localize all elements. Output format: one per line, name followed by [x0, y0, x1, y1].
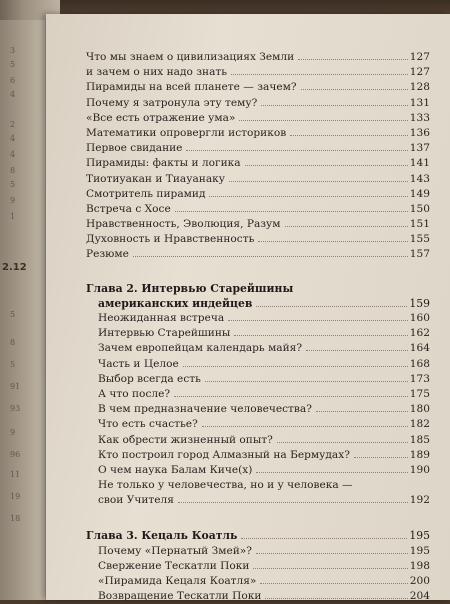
dot-leader	[260, 583, 407, 584]
toc-entry	[86, 478, 430, 493]
toc-entry-title: Духовность и Нравственность	[86, 233, 255, 246]
previous-page-number: 4	[10, 150, 16, 159]
toc-entry-page: 151	[409, 218, 430, 231]
toc-entry	[86, 433, 430, 448]
toc-entry-title: Интервью Старейшины	[98, 327, 231, 340]
toc-entry	[86, 202, 430, 217]
toc-entry-page: 185	[409, 433, 430, 446]
toc-entry-page: 127	[409, 51, 430, 63]
previous-page-number: 4	[10, 134, 16, 143]
toc-entry-page: 131	[409, 96, 430, 109]
toc-entry-page: 136	[409, 126, 430, 139]
previous-page-number: 9	[10, 428, 16, 437]
chapter-title: Глава 2. Интервью Старейшины	[86, 281, 294, 295]
toc-entry-title: Кто построил город Алмазный на Бермудах?	[98, 448, 350, 461]
toc-entry-title: Тиотиуакан и Тиауанаку	[86, 172, 225, 185]
dot-leader	[261, 105, 407, 106]
dot-leader	[316, 411, 408, 412]
toc-entry-title: «Все есть отражение ума»	[86, 111, 236, 124]
toc-entry-page: 168	[409, 357, 430, 370]
previous-page-number: 96	[10, 450, 21, 459]
toc-entry-title: Свержение Тескатли Поки	[98, 559, 250, 572]
dot-leader	[183, 366, 408, 367]
toc-entry-title: Почему я затронула эту тему?	[86, 96, 258, 109]
dot-leader	[354, 457, 408, 458]
toc-entry	[86, 372, 430, 387]
previous-page-number: 93	[10, 404, 21, 413]
toc-entry-title: Неожиданная встреча	[98, 312, 225, 324]
dot-leader	[175, 211, 408, 212]
toc-entry-title: Часть и Целое	[98, 357, 179, 370]
toc-entry	[86, 65, 430, 80]
toc-entry-title: Как обрести жизненный опыт?	[98, 433, 273, 446]
dot-leader	[306, 350, 408, 351]
toc-entry	[86, 141, 430, 156]
previous-page-number: 5	[10, 60, 16, 69]
previous-page-heading: 2.12	[2, 262, 27, 273]
previous-page-number: 18	[10, 514, 21, 523]
toc-entry-page: 127	[409, 66, 430, 79]
dot-leader	[298, 59, 408, 60]
toc-entry-page: 160	[409, 312, 430, 324]
dot-leader	[239, 120, 407, 121]
toc-entry	[86, 357, 430, 372]
book-page	[46, 14, 450, 603]
chapter-title: Глава 3. Кецаль Коатль	[86, 529, 238, 543]
toc-entry	[86, 172, 430, 187]
previous-page	[0, 20, 45, 600]
toc-entry-page: 200	[409, 575, 430, 587]
toc-entry-title: Не только у человечества, но и у человека —	[98, 479, 353, 492]
chapter-heading	[86, 281, 430, 296]
toc-entry-title: Зачем европейцам календарь майя?	[98, 342, 303, 355]
spacer	[86, 508, 430, 528]
dot-leader	[178, 502, 408, 503]
toc-entry-page: 164	[409, 342, 430, 355]
toc-entry	[86, 126, 430, 141]
toc-entry	[86, 559, 430, 574]
spacer	[86, 263, 430, 281]
toc-entry	[86, 544, 430, 559]
dot-leader	[285, 226, 408, 227]
toc-entry	[86, 402, 430, 417]
toc-entry	[86, 574, 430, 589]
toc-entry-page: 137	[409, 142, 430, 155]
previous-page-number: 91	[10, 382, 21, 391]
previous-page-number: 11	[10, 470, 21, 479]
toc-entry-page: 162	[409, 327, 430, 340]
dot-leader	[228, 320, 408, 321]
chapter-page: 195	[409, 529, 430, 543]
toc-entry	[86, 311, 430, 326]
dot-leader	[258, 241, 407, 242]
toc-entry-page: 128	[409, 81, 430, 94]
toc-entry-title: Выбор всегда есть	[98, 372, 201, 385]
previous-page-number: 3	[10, 46, 16, 55]
toc-entry-page: 192	[409, 494, 430, 507]
dot-leader	[290, 135, 408, 136]
previous-page-number: 8	[10, 338, 16, 347]
toc-entry-title: и зачем о них надо знать	[86, 66, 228, 79]
dot-leader	[301, 89, 408, 90]
dot-leader	[186, 150, 407, 151]
toc-entry	[86, 387, 430, 402]
dot-leader	[234, 335, 407, 336]
toc-entry	[86, 247, 430, 262]
dot-leader	[256, 472, 407, 473]
previous-page-number: 5	[10, 310, 16, 319]
toc-entry-title: Пирамиды на всей планете — зачем?	[86, 81, 297, 94]
previous-page-number: 9	[10, 196, 16, 205]
toc-entry-page: 190	[409, 463, 430, 476]
toc-entry-page: 157	[409, 248, 430, 261]
dot-leader	[209, 196, 407, 197]
dot-leader	[205, 381, 408, 382]
toc-entry	[86, 96, 430, 111]
toc-entry	[86, 80, 430, 95]
toc-entry-title: Математики опровергли историков	[86, 126, 287, 139]
dot-leader	[277, 442, 408, 443]
toc-entry	[86, 111, 430, 126]
toc-entry-page: 204	[409, 590, 430, 603]
chapter-heading	[86, 528, 430, 543]
toc-entry-page: 173	[409, 372, 430, 385]
toc-entry-page: 143	[409, 172, 430, 185]
chapter-heading	[86, 296, 430, 311]
toc-entry	[86, 187, 430, 202]
toc-entry	[86, 217, 430, 232]
toc-entry-title: А что после?	[98, 387, 171, 400]
toc-entry	[86, 589, 430, 604]
toc-entry	[86, 156, 430, 171]
toc-entry-page: 155	[409, 233, 430, 246]
toc-entry-title: Что мы знаем о цивилизациях Земли	[86, 51, 295, 63]
dot-leader	[229, 181, 408, 182]
toc-entry-title: Что есть счастье?	[98, 418, 198, 431]
dot-leader	[231, 74, 408, 75]
toc-entry-page: 175	[409, 387, 430, 400]
previous-page-number: 2	[10, 120, 16, 129]
dot-leader	[241, 538, 407, 539]
toc-entry	[86, 232, 430, 247]
previous-page-number: 5	[10, 180, 16, 189]
toc-entry-title: свои Учителя	[98, 494, 174, 507]
toc-entry-title: В чем предназначение человечества?	[98, 403, 312, 416]
toc-entry-page: 133	[409, 111, 430, 124]
toc-entry-title: О чем наука Балам Киче(х)	[98, 463, 253, 476]
table-of-contents	[86, 50, 430, 604]
previous-page-number: 1	[10, 212, 16, 221]
previous-page-number: 5	[10, 360, 16, 369]
toc-entry	[86, 326, 430, 341]
dot-leader	[253, 568, 407, 569]
dot-leader	[256, 553, 408, 554]
toc-entry	[86, 493, 430, 508]
toc-entry	[86, 341, 430, 356]
toc-entry-page: 149	[409, 187, 430, 200]
dot-leader	[133, 256, 408, 257]
toc-entry-title: Пирамиды: факты и логика	[86, 157, 241, 170]
toc-entry	[86, 463, 430, 478]
previous-page-number: 4	[10, 90, 16, 99]
toc-entry-page: 141	[409, 157, 430, 170]
toc-entry-title: Возвращение Тескатли Поки	[98, 590, 262, 603]
toc-entry-title: Нравственность, Эволюция, Разум	[86, 218, 281, 231]
dot-leader	[265, 598, 407, 599]
toc-entry-title: Смотритель пирамид	[86, 187, 206, 200]
toc-entry-title: Первое свидание	[86, 142, 183, 155]
previous-page-number: 19	[10, 492, 21, 501]
toc-entry-title: Встреча с Хосе	[86, 202, 171, 215]
toc-entry-title: «Пирамида Кецаля Коатля»	[98, 575, 257, 587]
chapter-page: 159	[409, 296, 430, 310]
toc-entry-page: 150	[409, 202, 430, 215]
previous-page-number: 6	[10, 76, 16, 85]
toc-entry-page: 182	[409, 418, 430, 431]
dot-leader	[256, 306, 407, 307]
toc-entry-page: 195	[409, 544, 430, 557]
toc-entry-title: Почему «Пернатый Змей»?	[98, 544, 252, 557]
toc-entry	[86, 417, 430, 432]
dot-leader	[202, 426, 408, 427]
toc-entry	[86, 50, 430, 65]
previous-page-number: 8	[10, 166, 16, 175]
dot-leader	[174, 396, 408, 397]
toc-entry-page: 180	[409, 403, 430, 416]
toc-entry-title: Резюме	[86, 248, 129, 261]
chapter-title: американских индейцев	[98, 296, 253, 310]
toc-entry	[86, 448, 430, 463]
dot-leader	[245, 165, 408, 166]
toc-entry-page: 198	[409, 559, 430, 572]
toc-entry-page: 189	[409, 448, 430, 461]
